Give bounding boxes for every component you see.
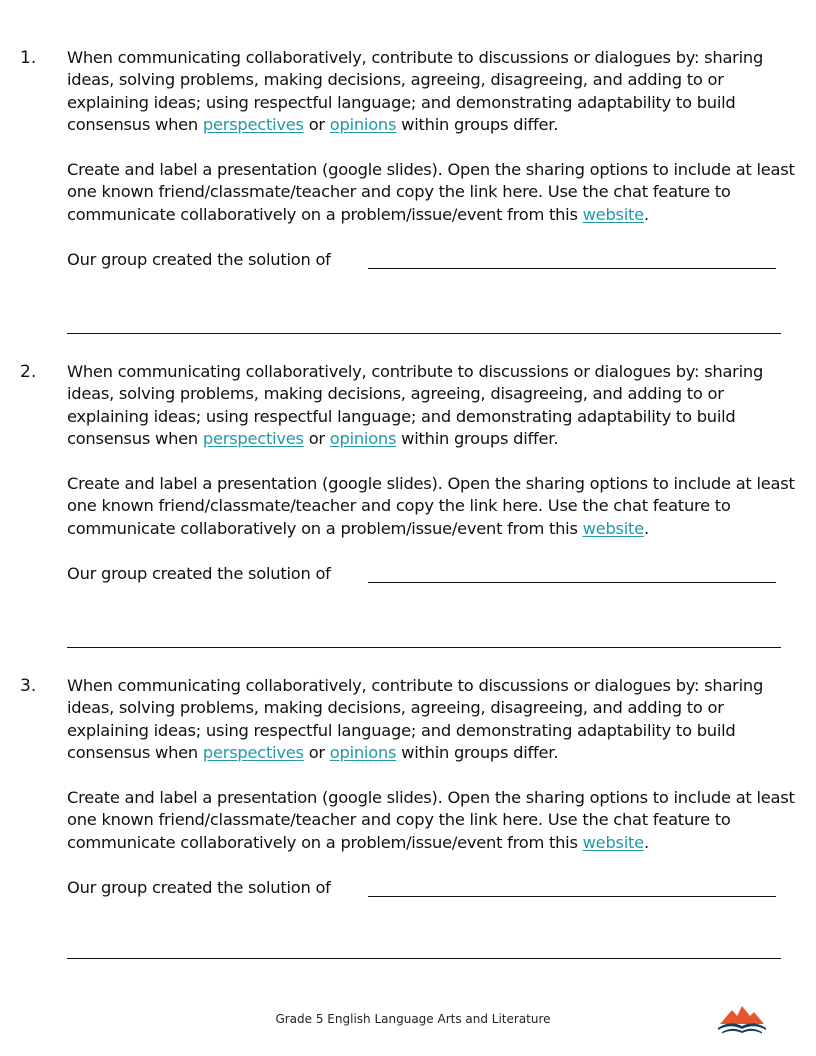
instructions-text: Create and label a presentation (google slides). Open the sharing options to include at least one known friend/classmate/teacher and copy the link here. Use the chat feature to communicate collaboratively on a problem/issue/event from this bbox=[67, 474, 795, 538]
solution-answer-line[interactable] bbox=[368, 896, 776, 897]
instructions-paragraph bbox=[67, 159, 797, 226]
solution-row bbox=[67, 249, 797, 271]
prompt-text: When communicating collaboratively, contribute to discussions or dialogues by: sharing ideas, solving problems, making decisions, agreeing, disagreeing, and adding to or explaining ideas; using respectful language; and demonstrating adaptability to build consensus when bbox=[67, 362, 764, 449]
instructions-paragraph bbox=[67, 787, 797, 854]
instructions-text: Create and label a presentation (google slides). Open the sharing options to include at least one known friend/classmate/teacher and copy the link here. Use the chat feature to communicate collaboratively on a problem/issue/event from this bbox=[67, 788, 795, 852]
solution-answer-line[interactable] bbox=[368, 582, 776, 583]
perspectives-link[interactable]: perspectives bbox=[202, 429, 304, 449]
item-number: 3. bbox=[20, 676, 37, 696]
prompt-end-text: within groups differ. bbox=[396, 115, 559, 135]
solution-label: Our group created the solution of bbox=[67, 249, 331, 269]
item-number: 2. bbox=[20, 362, 37, 382]
perspectives-link[interactable]: perspectives bbox=[202, 115, 304, 135]
website-link[interactable]: website bbox=[582, 518, 644, 538]
opinions-link[interactable]: opinions bbox=[329, 429, 397, 449]
prompt-paragraph bbox=[67, 361, 797, 451]
prompt-text: When communicating collaboratively, contribute to discussions or dialogues by: sharing ideas, solving problems, making decisions, agreeing, disagreeing, and adding to or explaining ideas; using respectful language; and demonstrating adaptability to build consensus when bbox=[67, 676, 764, 763]
prompt-end-text: within groups differ. bbox=[396, 429, 559, 449]
continuation-answer-line[interactable] bbox=[67, 647, 781, 648]
conjunction-text: or bbox=[303, 429, 330, 449]
conjunction-text: or bbox=[303, 743, 330, 763]
continuation-answer-line[interactable] bbox=[67, 958, 781, 959]
instructions-paragraph bbox=[67, 473, 797, 540]
footer-course-title: Grade 5 English Language Arts and Literature bbox=[275, 1012, 551, 1026]
opinions-link[interactable]: opinions bbox=[329, 115, 397, 135]
continuation-answer-line[interactable] bbox=[67, 333, 781, 334]
item-body bbox=[67, 361, 797, 585]
prompt-text: When communicating collaboratively, contribute to discussions or dialogues by: sharing ideas, solving problems, making decisions, agreeing, disagreeing, and adding to or explaining ideas; using respectful language; and demonstrating adaptability to build consensus when bbox=[67, 48, 764, 135]
solution-label: Our group created the solution of bbox=[67, 563, 331, 583]
solution-answer-line[interactable] bbox=[368, 268, 776, 269]
prompt-paragraph bbox=[67, 47, 797, 137]
perspectives-link[interactable]: perspectives bbox=[202, 743, 304, 763]
solution-label: Our group created the solution of bbox=[67, 877, 331, 897]
item-body bbox=[67, 47, 797, 271]
opinions-link[interactable]: opinions bbox=[329, 743, 397, 763]
item-body bbox=[67, 675, 797, 899]
prompt-end-text: within groups differ. bbox=[396, 743, 559, 763]
solution-row bbox=[67, 877, 797, 899]
item-number: 1. bbox=[20, 48, 37, 68]
mountain-book-logo-icon bbox=[716, 1002, 768, 1036]
question-item-1 bbox=[0, 47, 816, 347]
instructions-end-text: . bbox=[643, 518, 649, 538]
website-link[interactable]: website bbox=[582, 832, 644, 852]
prompt-paragraph bbox=[67, 675, 797, 765]
instructions-end-text: . bbox=[643, 204, 649, 224]
question-item-2 bbox=[0, 361, 816, 661]
conjunction-text: or bbox=[303, 115, 330, 135]
solution-row bbox=[67, 563, 797, 585]
instructions-end-text: . bbox=[643, 832, 649, 852]
question-item-3 bbox=[0, 675, 816, 975]
website-link[interactable]: website bbox=[582, 204, 644, 224]
instructions-text: Create and label a presentation (google slides). Open the sharing options to include at least one known friend/classmate/teacher and copy the link here. Use the chat feature to communicate collaboratively on a problem/issue/event from this bbox=[67, 160, 795, 224]
